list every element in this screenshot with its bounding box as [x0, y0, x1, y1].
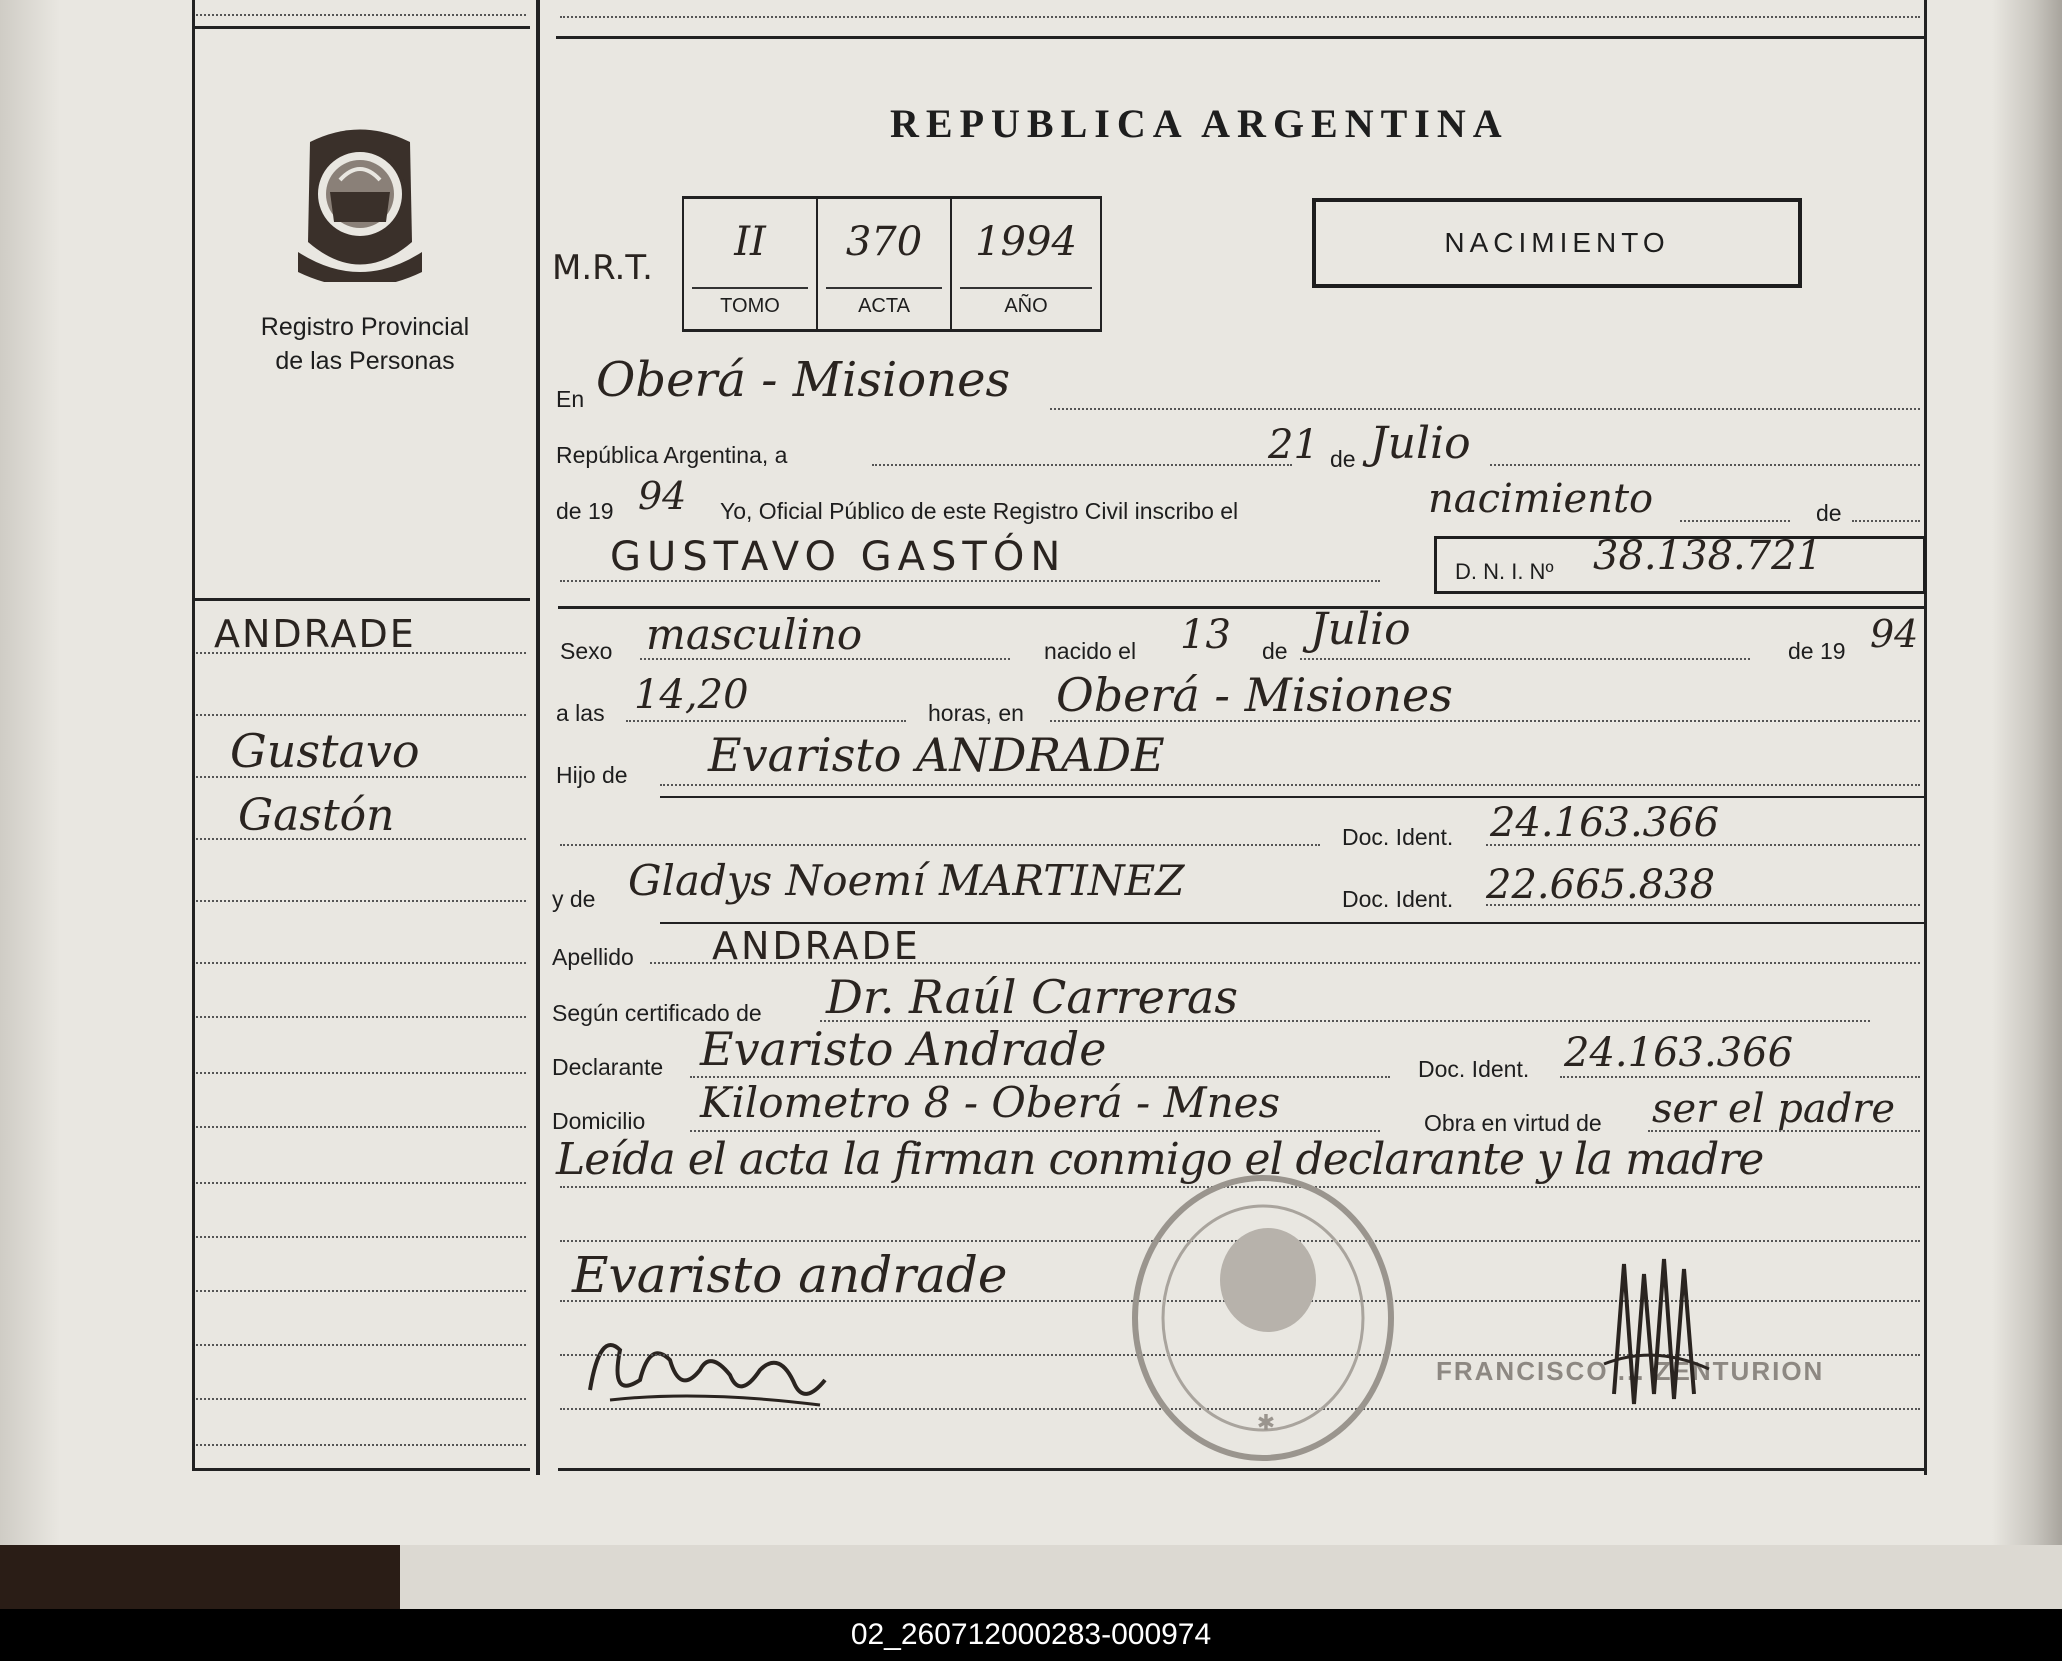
yo-label: Yo, Oficial Público de este Registro Civil inscribo el — [720, 498, 1239, 524]
month-line — [1490, 464, 1920, 466]
record-type-box — [1312, 198, 1802, 288]
anio-label: AÑO — [1004, 295, 1048, 317]
mother-doc-value: 22.665.838 — [1486, 862, 1716, 908]
sidebar-line — [196, 1016, 526, 1018]
domicilio-line — [690, 1130, 1380, 1132]
nacido-label: nacido el — [1044, 638, 1137, 664]
form-rule-2 — [660, 796, 1924, 798]
certificado-value: Dr. Raúl Carreras — [826, 970, 1238, 1024]
event-value: nacimiento — [1428, 476, 1654, 522]
sidebar-line — [196, 962, 526, 964]
obra-line — [1648, 1130, 1920, 1132]
date-line — [872, 464, 1292, 466]
mrt-label: M.R.T. — [552, 248, 653, 288]
next-page-edge — [400, 1545, 2062, 1609]
en-label: En — [556, 386, 585, 412]
declarante-value: Evaristo Andrade — [700, 1022, 1107, 1076]
month-value: Julio — [1370, 418, 1471, 469]
sidebar-line — [196, 1444, 526, 1446]
top-dotted-line-left — [196, 14, 526, 16]
mother-doc-line — [1486, 904, 1920, 906]
place-line — [1050, 408, 1920, 410]
event-line — [1680, 520, 1790, 522]
dni-value: 38.138.721 — [1593, 533, 1823, 579]
registry-seal-icon — [290, 122, 430, 282]
mrt-table — [682, 196, 1102, 332]
registry-title-line1: Registro Provincial — [260, 313, 470, 341]
birth-year-short-value: 94 — [1870, 612, 1919, 656]
segun-label: Según certificado de — [552, 1000, 762, 1026]
doc-label-declarante: Doc. Ident. — [1418, 1056, 1530, 1082]
de-label: de — [1330, 446, 1356, 472]
official-name-stamp: FRANCISCO ... ZENTURION — [1436, 1356, 1825, 1386]
doc-label-mother: Doc. Ident. — [1342, 886, 1454, 912]
right-border — [1924, 0, 1927, 1475]
apellido-line — [650, 962, 1920, 964]
page-shadow-left — [0, 0, 60, 1545]
horas-label: horas, en — [928, 700, 1024, 726]
left-column-divider-outer — [192, 0, 195, 1470]
registry-title — [225, 310, 505, 378]
dni-label: D. N. I. Nº — [1455, 559, 1554, 584]
book-binding-edge — [0, 1545, 400, 1609]
sidebar-first-name: Gustavo — [230, 724, 420, 778]
hijo-label: Hijo de — [556, 762, 628, 788]
sidebar-line — [196, 1182, 526, 1184]
svg-text:✱: ✱ — [1256, 1411, 1276, 1436]
birth-time-value: 14,20 — [634, 672, 749, 718]
record-type: NACIMIENTO — [1444, 227, 1670, 258]
yde-label: y de — [552, 886, 596, 912]
sidebar-line — [196, 1236, 526, 1238]
birth-place-line — [1050, 720, 1920, 722]
de19-label: de 19 — [556, 498, 614, 524]
dni-box — [1434, 533, 1926, 594]
de-label-3: de — [1262, 638, 1288, 664]
day-value: 21 — [1268, 422, 1319, 468]
full-name-value: GUSTAVO GASTÓN — [610, 534, 1067, 580]
birth-month-line — [1300, 658, 1750, 660]
time-line — [626, 720, 906, 722]
alas-label: a las — [556, 700, 605, 726]
event-line-2 — [1852, 520, 1920, 522]
birth-day-value: 13 — [1180, 612, 1231, 658]
apellido-value: ANDRADE — [712, 924, 921, 968]
mother-value: Gladys Noemí MARTINEZ — [628, 856, 1185, 905]
domicilio-label: Domicilio — [552, 1108, 646, 1134]
bottom-rule-left — [192, 1468, 530, 1471]
obra-value: ser el padre — [1652, 1086, 1896, 1132]
sidebar-line — [196, 1290, 526, 1292]
acta-value: 370 — [845, 219, 923, 265]
tomo-cell — [682, 199, 816, 329]
sidebar-line — [196, 1344, 526, 1346]
sidebar-surname: ANDRADE — [214, 612, 416, 656]
column-divider — [536, 0, 540, 1475]
birth-month-value: Julio — [1310, 604, 1411, 655]
republica-label: República Argentina, a — [556, 442, 788, 468]
sexo-line — [640, 658, 1010, 660]
doc-label-father: Doc. Ident. — [1342, 824, 1454, 850]
father-line — [660, 784, 1920, 786]
acta-label: ACTA — [858, 295, 910, 317]
domicilio-value: Kilometro 8 - Oberá - Mnes — [700, 1078, 1281, 1127]
father-value: Evaristo ANDRADE — [708, 728, 1165, 782]
birth-place-value: Oberá - Misiones — [1056, 668, 1453, 722]
de-label-2: de — [1816, 500, 1842, 526]
sidebar-line — [196, 1126, 526, 1128]
file-id-caption: 02_260712000283-000974 — [0, 1609, 2062, 1661]
tomo-label: TOMO — [720, 295, 780, 317]
closing-line: Leída el acta la firman conmigo el declarante y la madre — [556, 1134, 1764, 1185]
sidebar-line — [196, 900, 526, 902]
tomo-underline — [692, 287, 808, 289]
registry-title-line2: de las Personas — [275, 347, 455, 375]
father-doc-lead-line — [560, 844, 1320, 846]
sexo-value: masculino — [646, 610, 863, 659]
official-seal-stamp-icon — [1128, 1168, 1398, 1468]
anio-value: 1994 — [975, 219, 1077, 265]
acta-cell — [816, 199, 950, 329]
year-short-value: 94 — [638, 474, 687, 518]
top-rule-left — [192, 26, 530, 29]
obra-label: Obra en virtud de — [1424, 1110, 1602, 1136]
sidebar-line — [196, 1398, 526, 1400]
declarante-signature: Evaristo andrade — [572, 1246, 1008, 1304]
anio-underline — [960, 287, 1092, 289]
full-name-line — [560, 580, 1380, 582]
declarante-label: Declarante — [552, 1054, 664, 1080]
declarante-doc-value: 24.163.366 — [1564, 1030, 1794, 1076]
top-dotted-line — [560, 16, 1920, 18]
mother-signature-icon — [580, 1320, 840, 1420]
sidebar-line — [196, 714, 526, 716]
father-doc-value: 24.163.366 — [1490, 800, 1720, 846]
anio-cell — [950, 199, 1102, 329]
father-doc-line — [1486, 844, 1920, 846]
page-shadow-right — [1992, 0, 2062, 1545]
sidebar-line — [196, 1072, 526, 1074]
place-value: Oberá - Misiones — [596, 352, 1011, 408]
declarante-doc-line — [1560, 1076, 1920, 1078]
bottom-rule-right — [558, 1468, 1926, 1471]
official-signature-icon — [1594, 1244, 1714, 1414]
sidebar-second-name: Gastón — [238, 790, 395, 841]
acta-underline — [826, 287, 942, 289]
tomo-value: II — [734, 219, 766, 265]
top-rule-right — [556, 36, 1926, 39]
apellido-label: Apellido — [552, 944, 634, 970]
country-heading: REPUBLICA ARGENTINA — [890, 101, 1509, 146]
sexo-label: Sexo — [560, 638, 613, 664]
sidebar-section-rule — [192, 598, 530, 601]
form-section-rule — [558, 606, 1924, 609]
de19-label-2: de 19 — [1788, 638, 1846, 664]
